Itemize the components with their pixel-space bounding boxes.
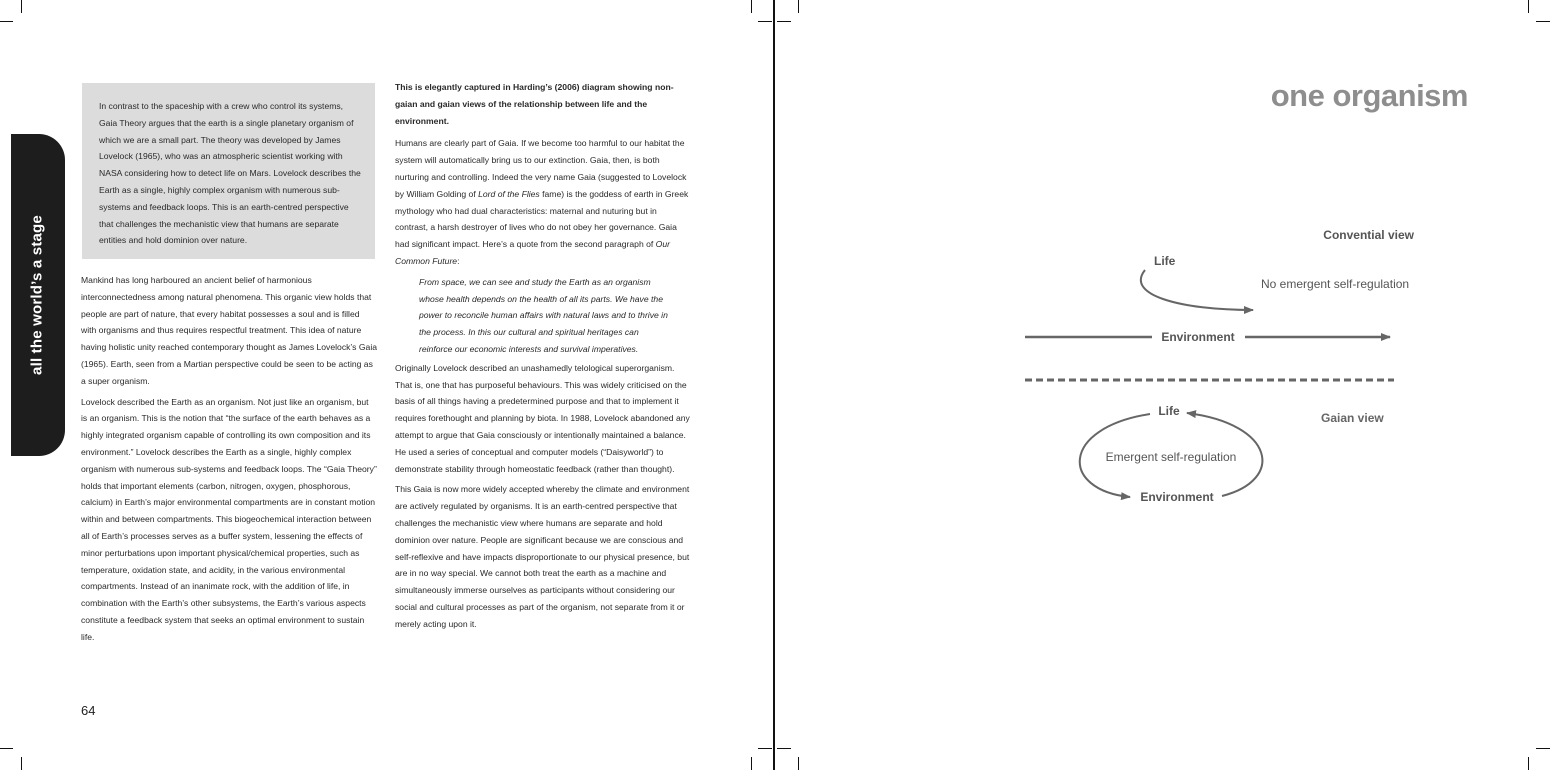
text-run: fame) is the goddess of earth in Greek mythology who had dual characteristics: maternal and nuturing but in contrast, a harsh destroyer of lives who do not obey her governance. Gaia had significant impact. Here’s a quote from the second paragraph of <box>395 188 689 250</box>
environment-label-top: Environment <box>1161 330 1235 344</box>
paragraph: This Gaia is now more widely accepted whereby the climate and environment are actively regulated by organisms. It is an earth-centred perspective that challenges the mechanistic view where humans are separate and hold dominion over nature. People are significant because we are conscious and self-reflexive and have impacts disproportionate to our physical presence, but are in no way special. We cannot both treat the earth as a machine and simultaneously immerse ourselves as participants without considering our social and cultural processes as part of the organism, not separate from it or merely acting upon it. <box>395 484 690 629</box>
text-run: : <box>457 255 460 266</box>
environment-label-bottom: Environment <box>1140 490 1214 504</box>
paragraph: Originally Lovelock described an unashamedly telological superorganism. That is, one that has purposeful behaviours. This was widely criticised on the basis of all things having a predetermined purpose and that to implement it requires forethought and planning by biota. In 1988, Lovelock abandoned any attempt to argue that Gaia consciously or intentionally maintained a balance. He used a series of conceptual and computer models (“Daisyworld”) to demonstrate stability through homeostatic feedback (rather than thought). <box>395 362 690 474</box>
text-run: Humans are clearly part of Gaia. If we become too harmful to our habitat the system will automatically bring us to our extinction. Gaia, then, is both nurturing and controlling. Indeed the very name Gaia (suggested to Lovelock by William Golding of <box>395 138 687 199</box>
conventional-view-label: Convential view <box>1323 228 1414 242</box>
intro-text: In contrast to the spaceship with a crew who control its systems, Gaia Theory argues that the earth is a single planetary organism of which we are a small part. The theory was developed by James Lovelock (1965), who was an atmospheric scientist working with NASA considering how to detect life on Mars. Lovelock describes the Earth as a single, highly complex organism with numerous sub-systems and feedback loops. This is an earth-centred perspective that challenges the mechanistic view that humans are separate entities and hold dominion over nature. <box>99 101 361 246</box>
paragraph: Lovelock described the Earth as an organism. Not just like an organism, but is an organism. This is the notion that “the surface of the earth behaves as a highly integrated organism capable of controlling its own composition and its environment.” Lovelock describes the Earth as a single, highly complex organism with numerous sub-systems and feedback loops. The “Gaia Theory” holds that important elements (carbon, nitrogen, oxygen, phosphorous, calcium) in Earth’s major environmental compartments are in constant motion within and between compartments. This biogeochemical interaction between all of Earth’s processes serves as a buffer system, lessening the effects of minor perturbations upon important physical/chemical properties, such as temperature, oxidation state, and acidity, in the various environmental compartments. Instead of an inanimate rock, with the addition of life, in combination with the Earth’s other subsystems, the Earth’s various aspects constitute a feedback system that seeks an optimal environment to sustain life. <box>81 396 377 642</box>
life-label-bottom: Life <box>1158 404 1180 418</box>
page-number: 64 <box>81 703 96 718</box>
book-title: Lord of the Flies <box>478 188 540 199</box>
emergent-label: Emergent self-regulation <box>1105 450 1237 464</box>
section-title: one organism <box>1270 78 1468 113</box>
life-to-environment-arrow <box>1141 270 1253 310</box>
lead-paragraph: This is elegantly captured in Harding’s (2006) diagram showing non-gaian and gaian views of the relationship between life and the environment. <box>395 82 674 126</box>
life-label-top: Life <box>1154 254 1176 268</box>
paragraph: Mankind has long harboured an ancient belief of harmonious interconnectedness among natural phenomena. This organic view holds that people are part of nature, that every habitat possesses a soul and is filled with organisms and thus requires respectful treatment. This idea of nature having holistic unity reached contemporary thought as James Lovelock’s Gaia (1965). Earth, seen from a Martian perspective could be seen to be acting as a super organism. <box>81 275 378 386</box>
gaian-view-label: Gaian view <box>1321 411 1384 425</box>
no-emergent-label: No emergent self-regulation <box>1261 277 1410 291</box>
block-quote: From space, we can see and study the Earth as an organism whose health depends on the health of all its parts. We have the power to reconcile human affairs with natural laws and to thrive in the process. In this our cultural and spiritual heritages can reinforce our economic interests and survival imperatives. <box>419 276 668 354</box>
report-title: Our Common Future <box>395 239 670 266</box>
side-tab-label: all the world’s a stage <box>28 215 46 375</box>
